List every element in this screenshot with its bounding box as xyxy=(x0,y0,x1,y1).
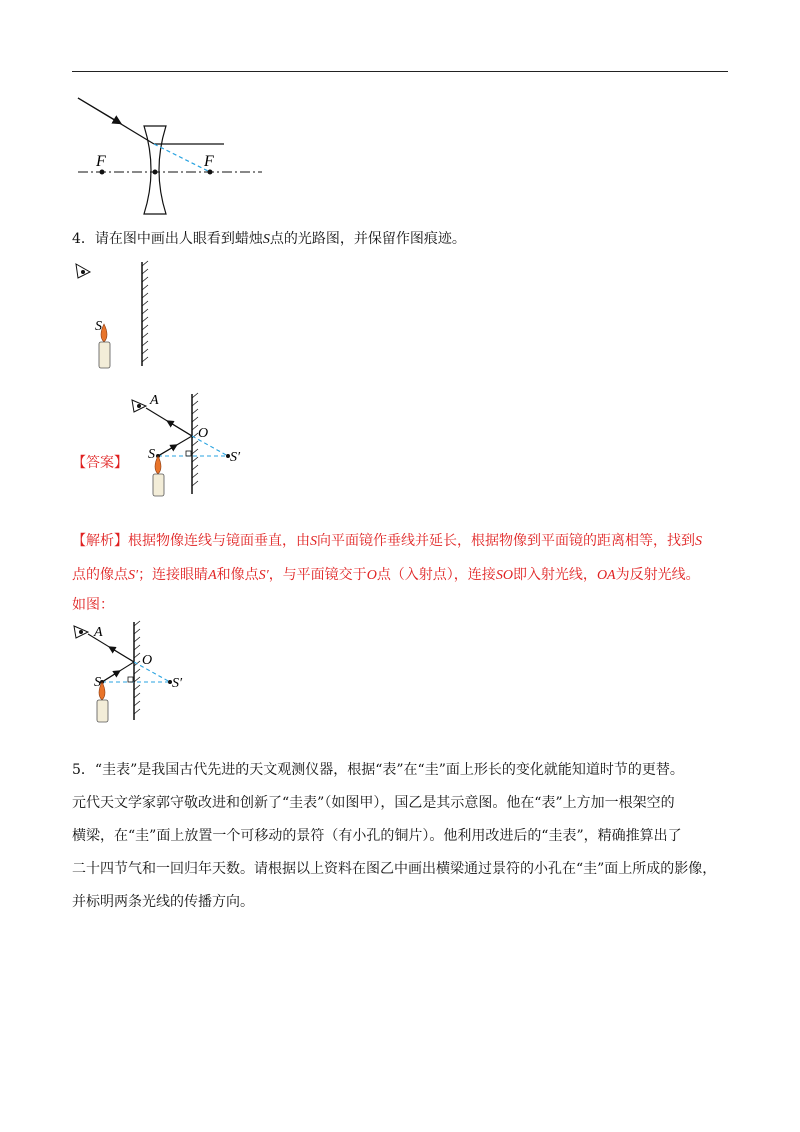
o-label: O xyxy=(142,653,153,668)
answer-label: 【答案】 xyxy=(72,455,128,471)
question-5-line-3: 横梁，在“圭”面上放置一个可移动的景符（有小孔的铜片）。他利用改进后的“圭表”，精确推算出了 xyxy=(72,828,682,844)
virtual-extension xyxy=(154,144,210,172)
candle-s-label: S xyxy=(95,319,102,334)
explanation-line-2: 点的像点S′；连接眼睛A和像点S′，与平面镜交于O点（入射点），连接SO即入射光线，OA为反射光线。 xyxy=(72,567,700,583)
a-label: A xyxy=(150,393,159,408)
question-4-figure xyxy=(72,258,162,373)
s-image-label: S′ xyxy=(230,450,241,465)
eye-icon xyxy=(76,264,90,278)
question-4: 4．请在图中画出人眼看到蜡烛S点的光路图，并保留作图痕迹。 xyxy=(72,231,466,247)
answer-figure xyxy=(128,390,258,500)
lens-center-dot xyxy=(153,170,158,175)
explanation-figure xyxy=(72,620,202,730)
s-label: S xyxy=(94,675,101,690)
focus-right-dot xyxy=(208,170,213,175)
s-label: S xyxy=(148,447,155,462)
lens-figure xyxy=(72,90,272,220)
explanation-line-3: 如图： xyxy=(72,597,114,613)
candle-icon xyxy=(153,456,164,496)
right-angle-mark xyxy=(128,677,133,682)
focus-left-label: F xyxy=(96,153,106,170)
eye-icon xyxy=(132,400,146,412)
question-5-line-5: 并标明两条光线的传播方向。 xyxy=(72,894,254,910)
question-5-line-1: 5．“圭表”是我国古代先进的天文观测仪器，根据“表”在“圭”面上形长的变化就能知道时节的更替。 xyxy=(72,762,684,778)
focus-right-label: F xyxy=(204,153,214,170)
question-5-line-4: 二十四节气和一回归年天数。请根据以上资料在图乙中画出横梁通过景符的小孔在“圭”面上所成的影像， xyxy=(72,861,717,877)
s-image-label: S′ xyxy=(172,676,183,691)
header-rule xyxy=(72,71,728,72)
o-label: O xyxy=(198,426,209,441)
eye-icon xyxy=(74,626,88,638)
question-5-line-2: 元代天文学家郭守敬改进和创新了“圭表”（如图甲），国乙是其示意图。他在“表”上方加一根架空的 xyxy=(72,795,675,811)
a-label: A xyxy=(94,625,103,640)
focus-left-dot xyxy=(100,170,105,175)
explanation-line-1: 【解析】根据物像连线与镜面垂直，由S向平面镜作垂线并延长，根据物像到平面镜的距离相等，找到S xyxy=(72,533,702,549)
right-angle-mark xyxy=(186,451,191,456)
